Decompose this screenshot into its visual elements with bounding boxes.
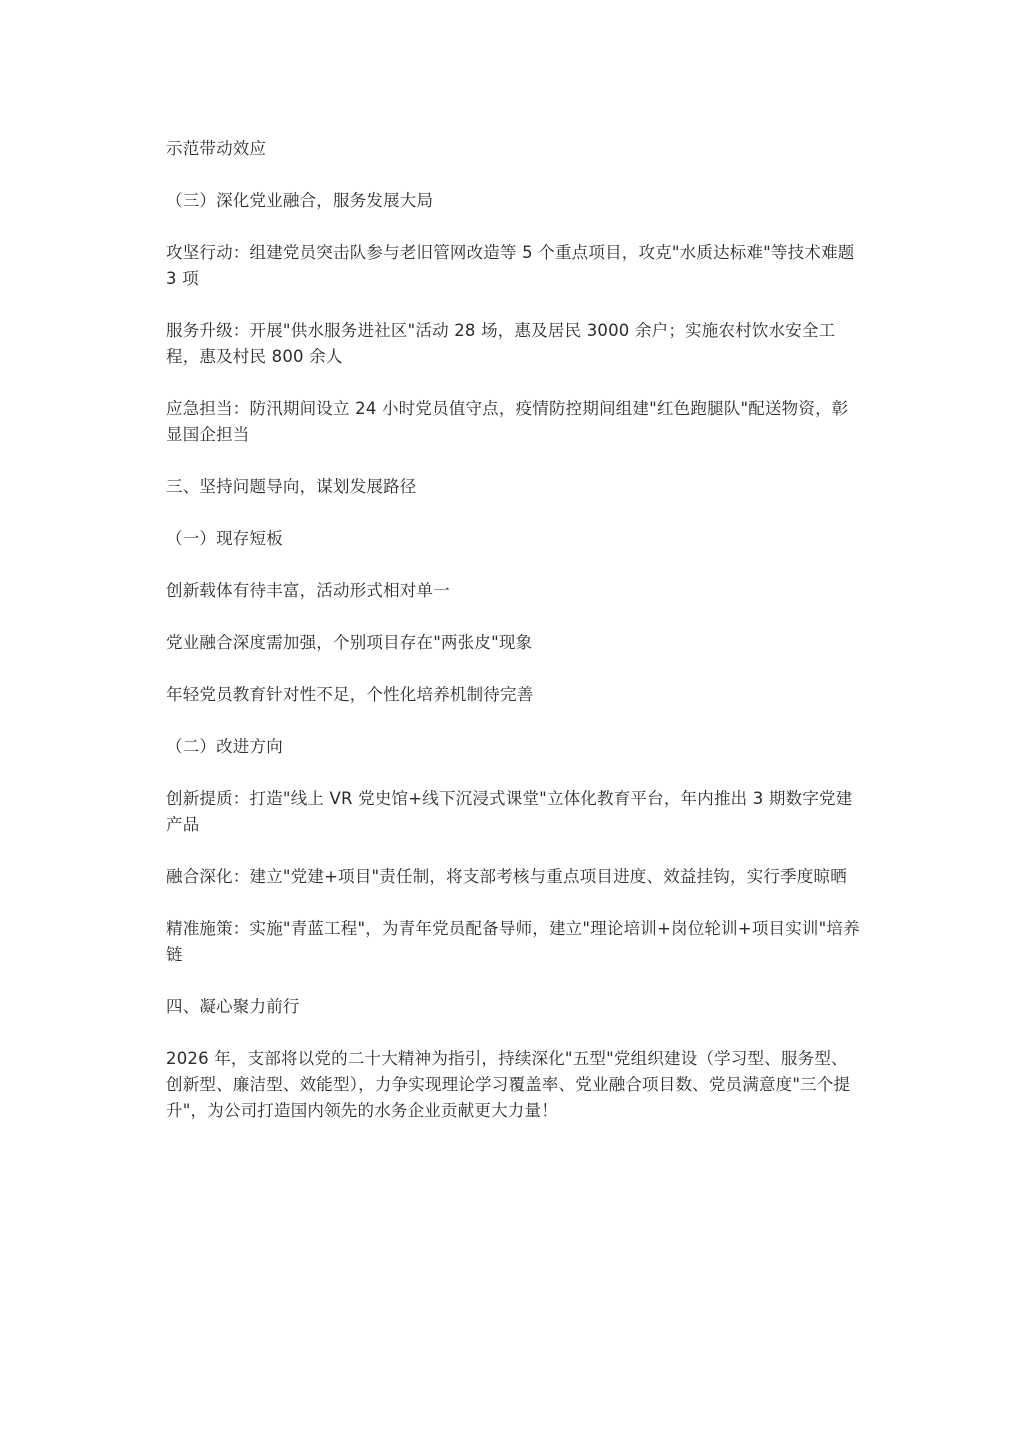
subheading-shortcomings: （一）现存短板 xyxy=(166,529,283,548)
paragraph-tackling-action: 攻坚行动：组建党员突击队参与老旧管网改造等 5 个重点项目，攻克"水质达标难"等技术难题 3 项 xyxy=(166,243,855,288)
section-heading-problem-orientation: 三、坚持问题导向，谋划发展路径 xyxy=(166,477,417,496)
paragraph-shortcoming-1: 创新载体有待丰富，活动形式相对单一 xyxy=(166,581,450,600)
paragraph-service-upgrade: 服务升级：开展"供水服务进社区"活动 28 场，惠及居民 3000 余户；实施农村饮水安全工程，惠及村民 800 余人 xyxy=(166,321,836,366)
paragraph-demonstration-effect: 示范带动效应 xyxy=(166,139,267,158)
paragraph-innovation: 创新提质：打造"线上 VR 党史馆+线下沉浸式课堂"立体化教育平台，年内推出 3 期数字党建产品 xyxy=(166,789,853,834)
section-heading-moving-forward: 四、凝心聚力前行 xyxy=(166,997,300,1016)
paragraph-shortcoming-3: 年轻党员教育针对性不足，个性化培养机制待完善 xyxy=(166,685,534,704)
subheading-integration: （三）深化党业融合，服务发展大局 xyxy=(166,191,434,210)
paragraph-conclusion: 2026 年，支部将以党的二十大精神为指引，持续深化"五型"党组织建设（学习型、服务型、创新型、廉洁型、效能型），力争实现理论学习覆盖率、党业融合项目数、党员满意度"三个提升"，为公司打造国内领先的水务企业贡献更大力量！ xyxy=(166,1049,851,1120)
document-body xyxy=(166,136,862,1150)
paragraph-precise-measures: 精准施策：实施"青蓝工程"，为青年党员配备导师，建立"理论培训+岗位轮训+项目实训"培养链 xyxy=(166,919,860,964)
paragraph-shortcoming-2: 党业融合深度需加强，个别项目存在"两张皮"现象 xyxy=(166,633,533,652)
paragraph-integration-deepening: 融合深化：建立"党建+项目"责任制，将支部考核与重点项目进度、效益挂钩，实行季度晾晒 xyxy=(166,867,847,886)
paragraph-emergency-duty: 应急担当：防汛期间设立 24 小时党员值守点，疫情防控期间组建"红色跑腿队"配送物资，彰显国企担当 xyxy=(166,399,849,444)
subheading-improvement-direction: （二）改进方向 xyxy=(166,737,283,756)
